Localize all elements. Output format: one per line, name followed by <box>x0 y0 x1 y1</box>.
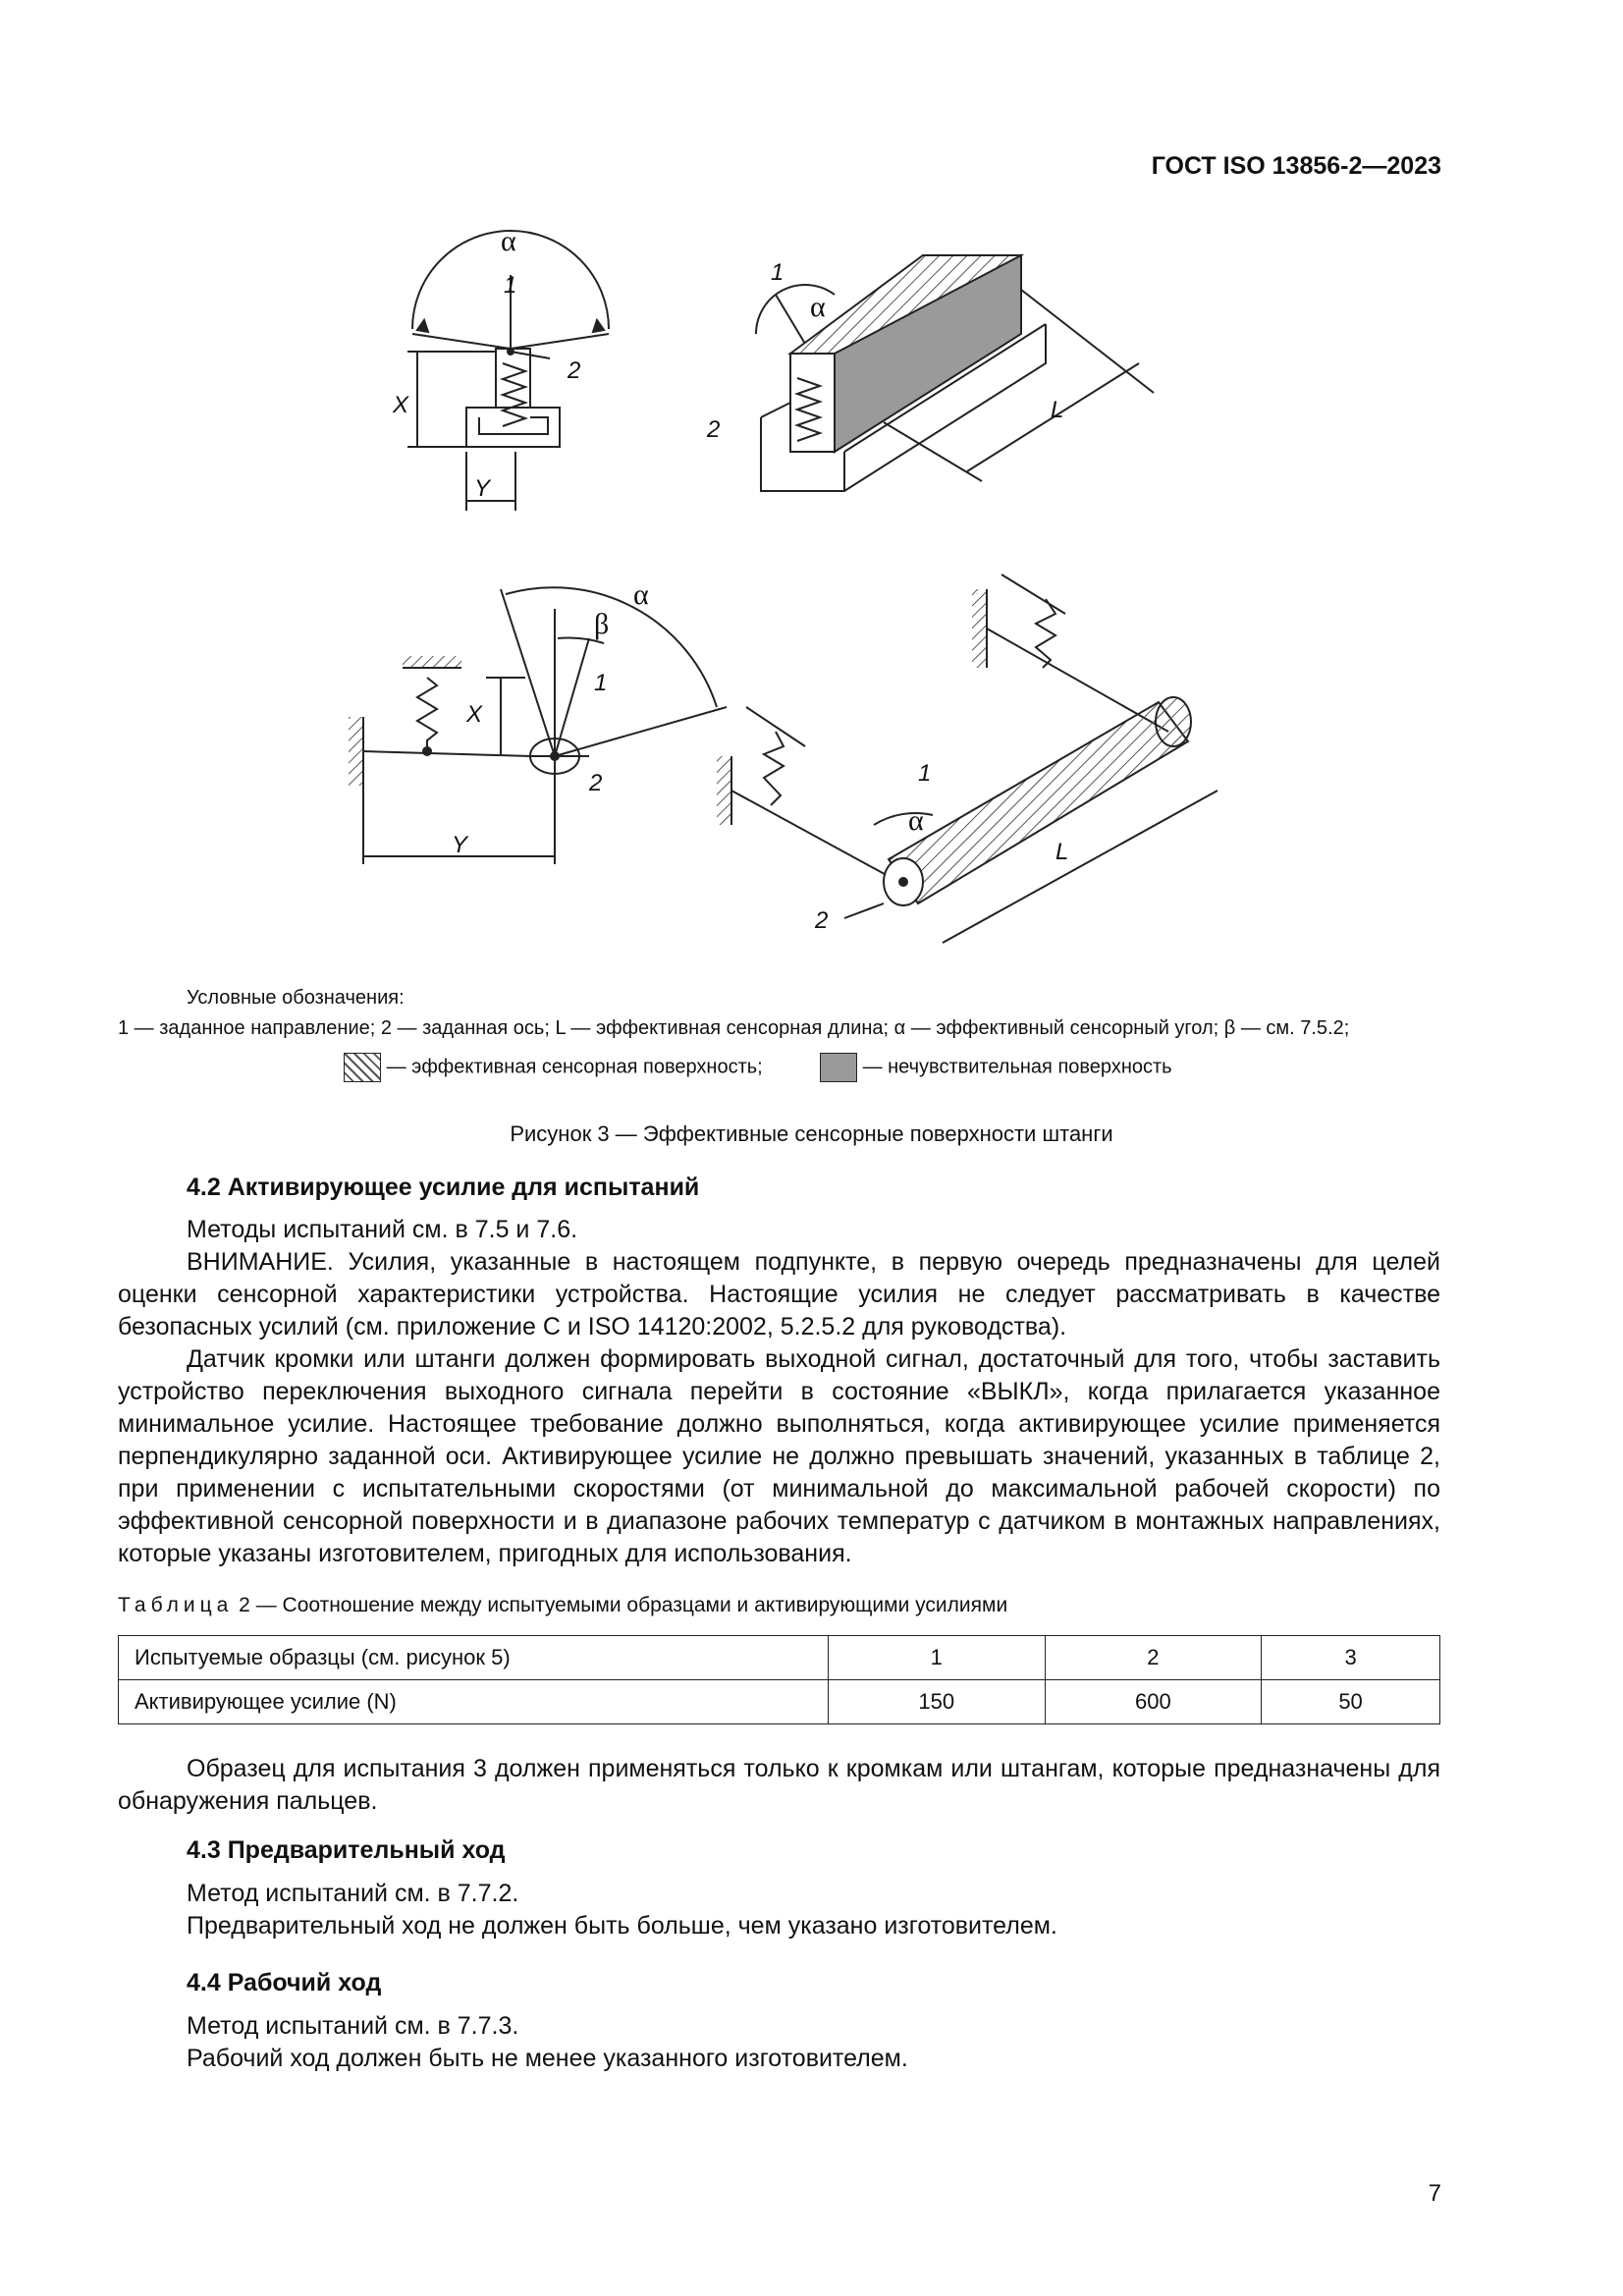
legend-insensitive-label: — нечувствительная поверхность <box>862 1056 1172 1078</box>
label-1-c: 1 <box>594 670 608 696</box>
figure-caption: Рисунок 3 — Эффективные сенсорные поверхности штанги <box>510 1121 1113 1146</box>
legend-effective <box>344 1053 763 1082</box>
label-x-a: X <box>393 392 409 418</box>
table-cell: 2 <box>1045 1636 1262 1680</box>
table-2-caption: Таблица 2 — Соотношение между испытуемыми образцами и активирующими усилиями <box>118 1594 1008 1616</box>
alpha-label-2: α <box>810 291 826 323</box>
legend-insensitive <box>820 1053 1172 1082</box>
label-2-c: 2 <box>589 770 603 796</box>
legend-line: 1 — заданное направление; 2 — заданная ось; L — эффективная сенсорная длина; α — эффективный сенсорный угол; β — см. 7.5.2; <box>118 1017 1350 1039</box>
section-4-2-title: 4.2 Активирующее усилие для испытаний <box>187 1174 700 1201</box>
label-2-a: 2 <box>568 357 581 384</box>
label-l-b: L <box>1055 839 1069 865</box>
section-4-3-title: 4.3 Предварительный ход <box>187 1836 506 1864</box>
table-cell: 50 <box>1262 1680 1440 1724</box>
section-4-3-p1: Метод испытаний см. в 7.7.2. <box>187 1880 519 1907</box>
section-4-4-title: 4.4 Рабочий ход <box>187 1969 382 1996</box>
table-cell: Испытуемые образцы (см. рисунок 5) <box>119 1636 829 1680</box>
label-2-b: 2 <box>707 416 721 443</box>
table-cell: 150 <box>829 1680 1046 1724</box>
section-4-2-p3: Датчик кромки или штанги должен формировать выходной сигнал, достаточный для того, чтобы заставить устройство переключения выходного сигнала перейти в состояние «ВЫКЛ», когда прилагается указанное минимальное усилие. Настоящее требование должно выполняться, когда активирующее усилие применяется перпендикулярно заданной оси. Активирующее усилие не должно превышать значений, указанных в таблице 2, при применении с испытательными скоростями (от минимальной до максимальной рабочей скорости) по эффективной сенсорной поверхности и в диапазоне рабочих температур с датчиком в монтажных направлениях, которые указаны изготовителем, пригодных для использования. <box>118 1345 1440 1567</box>
schematic-view-bottom-left <box>349 587 727 864</box>
gray-swatch <box>820 1053 857 1082</box>
beta-label: β <box>594 608 610 640</box>
isometric-view-bottom-right <box>717 574 1217 943</box>
table-cell: 600 <box>1045 1680 1262 1724</box>
label-1-a: 1 <box>504 272 517 299</box>
hatch-swatch <box>344 1053 381 1082</box>
after-table-paragraph: Образец для испытания 3 должен применяться только к кромкам или штангам, которые предназначены для обнаружения пальцев. <box>118 1755 1440 1815</box>
table-cell: 1 <box>829 1636 1046 1680</box>
alpha-label-1: α <box>501 225 516 257</box>
legend-effective-label: — эффективная сенсорная поверхность; <box>386 1056 763 1078</box>
label-2-d: 2 <box>815 907 829 934</box>
label-1-d: 1 <box>918 760 932 787</box>
document-header: ГОСТ ISO 13856-2—2023 <box>1151 152 1441 180</box>
label-l-a: L <box>1051 397 1064 423</box>
table-cell: Активирующее усилие (N) <box>119 1680 829 1724</box>
alpha-label-4: α <box>908 804 924 837</box>
alpha-label-3: α <box>633 578 649 611</box>
label-x-b: X <box>466 701 483 728</box>
table-cell: 3 <box>1262 1636 1440 1680</box>
table-2 <box>118 1635 1440 1724</box>
label-y-b: Y <box>452 832 468 858</box>
section-4-3-p2: Предварительный ход не должен быть больше, чем указано изготовителем. <box>187 1912 1057 1940</box>
label-1-b: 1 <box>771 259 784 286</box>
section-4-4-p2: Рабочий ход должен быть не менее указанного изготовителем. <box>187 2045 908 2072</box>
table-row <box>119 1680 1440 1724</box>
section-4-2-p2: ВНИМАНИЕ. Усилия, указанные в настоящем подпункте, в первую очередь предназначены для целей оценки сенсорной характеристики устройства. Настоящие усилия не следует рассматривать в качестве безопасных усилий (см. приложение С и ISO 14120:2002, 5.2.5.2 для руководства). <box>118 1248 1440 1340</box>
figure-3-drawing <box>0 0 1623 982</box>
section-4-4-p1: Метод испытаний см. в 7.7.3. <box>187 2012 519 2040</box>
section-4-2-p1: Методы испытаний см. в 7.5 и 7.6. <box>187 1216 578 1243</box>
page-number: 7 <box>1428 2180 1441 2207</box>
table-row <box>119 1636 1440 1680</box>
label-y-a: Y <box>474 475 491 502</box>
legend-title: Условные обозначения: <box>187 987 405 1009</box>
